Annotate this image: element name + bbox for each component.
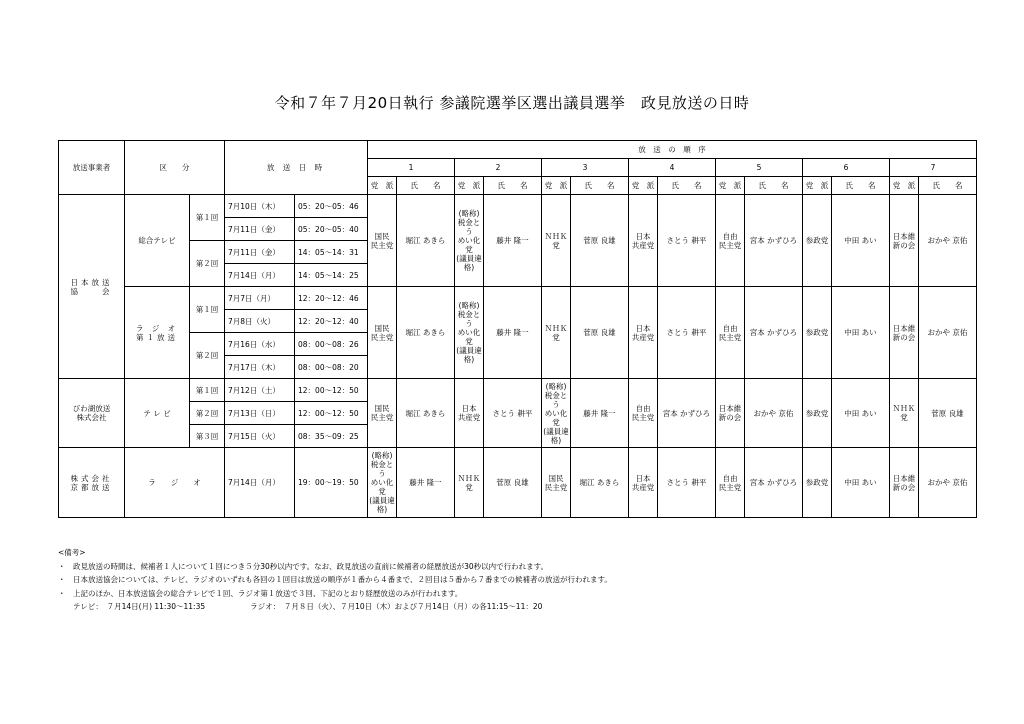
party-cell: 日本維 新の会 xyxy=(716,379,745,448)
date-cell: 7月8日（火） xyxy=(225,310,295,333)
candidate-name-cell: 宮本 かずひろ xyxy=(658,379,716,448)
candidate-name-cell: 堀江 あきら xyxy=(397,195,455,287)
candidate-name-cell: さとう 耕平 xyxy=(658,287,716,379)
header-name: 氏 名 xyxy=(484,177,542,195)
party-cell: ＮＨＫ 党 xyxy=(890,379,919,448)
candidate-name-cell: 菅原 良雄 xyxy=(571,287,629,379)
party-cell: 国民 民主党 xyxy=(542,448,571,518)
time-cell: 19：00〜19：50 xyxy=(295,448,368,518)
party-cell: 国民 民主党 xyxy=(368,287,397,379)
header-order-number: 3 xyxy=(542,159,629,177)
time-cell: 12：00〜12：50 xyxy=(295,379,368,402)
party-cell: 日本 共産党 xyxy=(629,448,658,518)
party-cell: 日本維 新の会 xyxy=(890,287,919,379)
candidate-name-cell: おかや 京佑 xyxy=(919,195,977,287)
candidate-name-cell: 藤井 隆一 xyxy=(571,379,629,448)
round-cell: 第３回 xyxy=(190,425,225,448)
header-order-number: 1 xyxy=(368,159,455,177)
header-party: 党 派 xyxy=(455,177,484,195)
party-cell: 自由 民主党 xyxy=(716,448,745,518)
header-party: 党 派 xyxy=(368,177,397,195)
notes-heading: <備考> xyxy=(58,548,86,557)
header-order-number: 4 xyxy=(629,159,716,177)
candidate-name-cell: おかや 京佑 xyxy=(745,379,803,448)
party-cell: (略称) 税金とう めい化党 (議員違 格) xyxy=(542,379,571,448)
time-cell: 08：00〜08：20 xyxy=(295,356,368,379)
category-radio: ラ ジ オ xyxy=(125,448,225,518)
candidate-name-cell: 堀江 あきら xyxy=(397,287,455,379)
candidate-name-cell: さとう 耕平 xyxy=(658,448,716,518)
party-cell: 参政党 xyxy=(803,448,832,518)
date-cell: 7月10日（木） xyxy=(225,195,295,218)
party-cell: 日本維 新の会 xyxy=(890,195,919,287)
date-cell: 7月17日（木） xyxy=(225,356,295,379)
schedule-table xyxy=(58,140,977,518)
party-cell: 自由 民主党 xyxy=(629,379,658,448)
candidate-name-cell: おかや 京佑 xyxy=(919,287,977,379)
time-cell: 14：05〜14：25 xyxy=(295,264,368,287)
candidate-name-cell: 菅原 良雄 xyxy=(919,379,977,448)
header-order-number: 5 xyxy=(716,159,803,177)
candidate-name-cell: 藤井 隆一 xyxy=(484,287,542,379)
date-cell: 7月7日（月） xyxy=(225,287,295,310)
candidate-name-cell: 中田 あい xyxy=(832,195,890,287)
category-sogo-tv: 総合テレビ xyxy=(125,195,190,287)
header-name: 氏 名 xyxy=(919,177,977,195)
header-order-number: 6 xyxy=(803,159,890,177)
candidate-name-cell: さとう 耕平 xyxy=(484,379,542,448)
date-cell: 7月13日（日） xyxy=(225,402,295,425)
candidate-name-cell: 宮本 かずひろ xyxy=(745,448,803,518)
header-party: 党 派 xyxy=(890,177,919,195)
header-name: 氏 名 xyxy=(745,177,803,195)
header-name: 氏 名 xyxy=(658,177,716,195)
time-cell: 05：20〜05：40 xyxy=(295,218,368,241)
time-cell: 12：00〜12：50 xyxy=(295,402,368,425)
notes xyxy=(58,546,612,614)
round-cell: 第１回 xyxy=(190,379,225,402)
header-party: 党 派 xyxy=(629,177,658,195)
candidate-name-cell: おかや 京佑 xyxy=(919,448,977,518)
date-cell: 7月16日（水） xyxy=(225,333,295,356)
header-category: 区 分 xyxy=(125,141,225,195)
round-cell: 第２回 xyxy=(190,333,225,379)
candidate-name-cell: 菅原 良雄 xyxy=(484,448,542,518)
party-cell: 日本 共産党 xyxy=(455,379,484,448)
party-cell: (略称) 税金とう めい化党 (議員違 格) xyxy=(368,448,397,518)
candidate-name-cell: 宮本 かずひろ xyxy=(745,195,803,287)
round-cell: 第２回 xyxy=(190,241,225,287)
party-cell: ＮＨＫ 党 xyxy=(542,195,571,287)
time-cell: 08：00〜08：26 xyxy=(295,333,368,356)
header-order: 放 送 の 順 序 xyxy=(368,141,977,159)
time-cell: 08：35〜09：25 xyxy=(295,425,368,448)
party-cell: (略称) 税金とう めい化党 (議員違 格) xyxy=(455,195,484,287)
party-cell: ＮＨＫ 党 xyxy=(455,448,484,518)
round-cell: 第１回 xyxy=(190,195,225,241)
party-cell: 自由 民主党 xyxy=(716,287,745,379)
time-cell: 12：20〜12：40 xyxy=(295,310,368,333)
party-cell: 参政党 xyxy=(803,379,832,448)
party-cell: 参政党 xyxy=(803,195,832,287)
party-cell: 自由 民主党 xyxy=(716,195,745,287)
note-line: ・ 上記のほか、日本放送協会の総合テレビで１回、ラジオ第１放送で３回、下記のとおり経歴放送のみが行われます。 xyxy=(58,588,463,598)
category-radio1: ラ ジ オ 第１放送 xyxy=(125,287,190,379)
time-cell: 12：20〜12：46 xyxy=(295,287,368,310)
note-line: ・ 日本放送協会については、テレビ、ラジオのいずれも各回の１回目は放送の順序が１番から４番まで、２回目は５番から７番までの候補者の放送が行われます。 xyxy=(58,575,612,584)
candidate-name-cell: さとう 耕平 xyxy=(658,195,716,287)
party-cell: 日本維 新の会 xyxy=(890,448,919,518)
candidate-name-cell: 中田 あい xyxy=(832,448,890,518)
page-title: 令和７年７月20日執行 参議院選挙区選出議員選挙 政見放送の日時 xyxy=(274,94,750,112)
header-party: 党 派 xyxy=(542,177,571,195)
date-cell: 7月11日（金） xyxy=(225,241,295,264)
header-name: 氏 名 xyxy=(832,177,890,195)
broadcaster-biwako: びわ湖放送 株式会社 xyxy=(59,379,125,448)
party-cell: ＮＨＫ 党 xyxy=(542,287,571,379)
time-cell: 05：20〜05：46 xyxy=(295,195,368,218)
date-cell: 7月15日（火） xyxy=(225,425,295,448)
candidate-name-cell: 藤井 隆一 xyxy=(484,195,542,287)
header-name: 氏 名 xyxy=(397,177,455,195)
candidate-name-cell: 中田 あい xyxy=(832,287,890,379)
header-order-number: 7 xyxy=(890,159,977,177)
party-cell: 日本 共産党 xyxy=(629,287,658,379)
date-cell: 7月14日（月） xyxy=(225,264,295,287)
party-cell: (略称) 税金とう めい化党 (議員違 格) xyxy=(455,287,484,379)
header-order-number: 2 xyxy=(455,159,542,177)
date-cell: 7月14日（月） xyxy=(225,448,295,518)
party-cell: 国民 民主党 xyxy=(368,195,397,287)
date-cell: 7月11日（金） xyxy=(225,218,295,241)
candidate-name-cell: 藤井 隆一 xyxy=(397,448,455,518)
note-line: テレビ： ７月14日(月) 11:30〜11:35 ラジオ： ７月８日（火）、７月10日（木）および７月14日（月）の各11:15〜11：20 xyxy=(58,602,543,611)
candidate-name-cell: 菅原 良雄 xyxy=(571,195,629,287)
party-cell: 参政党 xyxy=(803,287,832,379)
candidate-name-cell: 堀江 あきら xyxy=(397,379,455,448)
broadcaster-kbs: 株式会社 京都放送 xyxy=(59,448,125,518)
time-cell: 14：05〜14：31 xyxy=(295,241,368,264)
header-name: 氏 名 xyxy=(571,177,629,195)
party-cell: 日本 共産党 xyxy=(629,195,658,287)
round-cell: 第１回 xyxy=(190,287,225,333)
party-cell: 国民 民主党 xyxy=(368,379,397,448)
date-cell: 7月12日（土） xyxy=(225,379,295,402)
category-tv: テ レ ビ xyxy=(125,379,190,448)
header-party: 党 派 xyxy=(803,177,832,195)
round-cell: 第２回 xyxy=(190,402,225,425)
candidate-name-cell: 中田 あい xyxy=(832,379,890,448)
candidate-name-cell: 宮本 かずひろ xyxy=(745,287,803,379)
header-broadcaster: 放送事業者 xyxy=(59,141,125,195)
header-datetime: 放 送 日 時 xyxy=(225,141,368,195)
broadcaster-nhk: 日本放送 協 会 xyxy=(59,195,125,379)
candidate-name-cell: 堀江 あきら xyxy=(571,448,629,518)
header-party: 党 派 xyxy=(716,177,745,195)
note-line: ・ 政見放送の時間は、候補者１人について１回につき５分30秒以内です。なお、政見放送の直前に候補者の経歴放送が30秒以内で行われます。 xyxy=(58,561,549,571)
